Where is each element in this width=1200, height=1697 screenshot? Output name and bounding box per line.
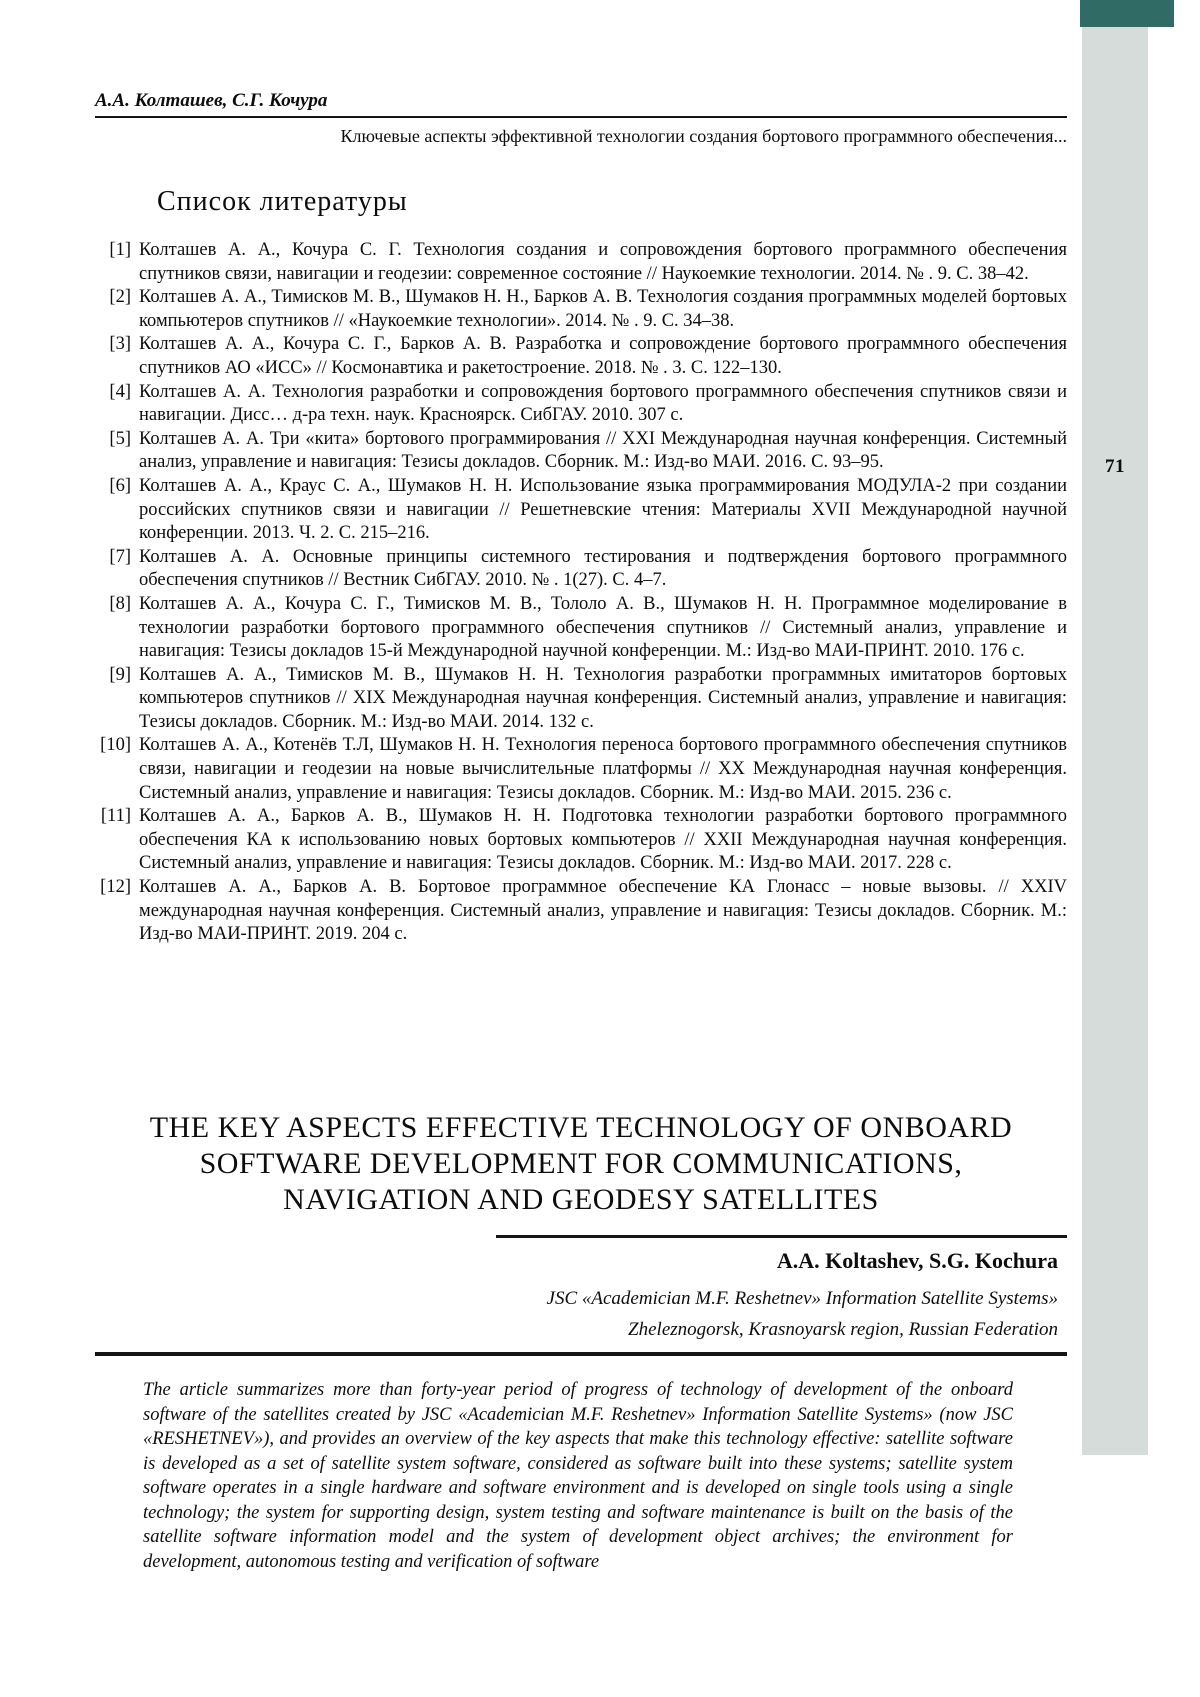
abstract-rule (95, 1352, 1067, 1356)
reference-number: [5] (109, 428, 131, 449)
reference-number: [4] (109, 381, 131, 402)
running-head-authors: А.А. Колташев, С.Г. Кочура (95, 90, 328, 111)
article-abstract: The article summarizes more than forty-year period of progress of technology of development of the onboard software of the satellites created by JSC «Academician M.F. Reshetnev» Information Satellite Systems» (now JSC «RESHETNEV»), and provides an overview of the key aspects that make this technology effective: satellite software is developed as a set of satellite system software, considered as software built into these systems; satellite system software operates in a single hardware and software environment and is developed on single tools using a single technology; the system for supporting design, system testing and software maintenance is built on the basis of the satellite software information model and the system of development object archives; the environment for development, autonomous testing and verification of software (143, 1380, 1013, 1572)
reference-text: Колташев А. А. Три «кита» бортового программирования // XXI Международная научная конференция. Системный анализ, управление и навигация: Тезисы докладов. Сборник. М.: Изд-во МАИ. 2016. С. 93–95. (139, 428, 1067, 473)
references-list (95, 239, 1067, 947)
header-rule (95, 116, 1067, 118)
reference-text: Колташев А. А., Барков А. В., Шумаков Н. Н. Подготовка технологии разработки бортового программного обеспечения КА к использованию новых бортовых компьютеров // XXII Международная научная конференция. Системный анализ, управление и навигация: Тезисы докладов. Сборник. М.: Изд-во МАИ. 2017. 228 с. (139, 806, 1067, 874)
reference-text: Колташев А. А., Тимисков М. В., Шумаков Н. Н., Барков А. В. Технология создания программных моделей бортовых компьютеров спутников // «Наукоемкие технологии». 2014. № . 9. С. 34–38. (139, 287, 1067, 331)
reference-text: Колташев А. А., Кочура С. Г., Барков А. В. Разработка и сопровождение бортового программного обеспечения спутников АО «ИСС» // Космонавтика и ракетостроение. 2018. № . 3. С. 122–130. (139, 334, 1067, 378)
article-title-line: NAVIGATION AND GEODESY SATELLITES (283, 1183, 879, 1216)
article-authors: A.A. Koltashev, S.G. Kochura (776, 1248, 1058, 1273)
reference-number: [12] (100, 877, 131, 898)
reference-item (95, 664, 1067, 735)
reference-number: [9] (109, 664, 131, 685)
reference-text: Колташев А. А., Краус С. А., Шумаков Н. Н. Использование языка программирования МОДУЛА-2 при создании российских спутников связи и навигации // Решетневские чтения: Материалы XVII Международной научной конференции. 2013. Ч. 2. С. 215–216. (139, 475, 1067, 544)
reference-item (95, 286, 1067, 333)
article-title-line: SOFTWARE DEVELOPMENT FOR COMMUNICATIONS, (199, 1147, 963, 1180)
reference-text: Колташев А. А. Основные принципы системного тестирования и подтверждения бортового программного обеспечения спутников // Вестник СибГАУ. 2010. № . 1(27). С. 4–7. (139, 546, 1067, 591)
reference-item (95, 475, 1067, 546)
page-edge-strip (1082, 0, 1148, 1455)
authors-rule (496, 1235, 1067, 1238)
reference-item (95, 876, 1067, 947)
reference-item (95, 428, 1067, 475)
running-head-title: Ключевые аспекты эффективной технологии создания бортового программного обеспечения... (340, 126, 1067, 146)
reference-number: [11] (100, 806, 131, 827)
reference-number: [2] (109, 287, 131, 308)
reference-item (95, 805, 1067, 876)
reference-item (95, 239, 1067, 286)
reference-number: [7] (109, 546, 131, 567)
reference-number: [8] (109, 593, 131, 614)
reference-text: Колташев А. А., Кочура С. Г. Технология создания и сопровождения бортового программного обеспечения спутников связи, навигации и геодезии: современное состояние // Наукоемкие технологии. 2014. № . 9. С. 38–42. (139, 240, 1067, 284)
page-number: 71 (1105, 456, 1125, 477)
reference-text: Колташев А. А., Котенёв Т.Л, Шумаков Н. Н. Технология переноса бортового программного обеспечения спутников связи, навигации и геодезии на новые вычислительные платформы // XX Международная научная конференция. Системный анализ, управление и навигация: Тезисы докладов. Сборник. М.: Изд-во МАИ. 2015. 236 с. (139, 735, 1067, 803)
reference-text: Колташев А. А., Барков А. В. Бортовое программное обеспечение КА Глонасс – новые вызовы. // XXIV международная научная конференция. Системный анализ, управление и навигация: Тезисы докладов. Сборник. М.: Изд-во МАИ-ПРИНТ. 2019. 204 с. (139, 877, 1067, 945)
reference-text: Колташев А. А., Тимисков М. В., Шумаков Н. Н. Технология разработки программных имитаторов бортовых компьютеров спутников // XIX Международная научная конференция. Системный анализ, управление и навигация: Тезисы докладов. Сборник. М.: Изд-во МАИ. 2014. 132 с. (139, 664, 1067, 732)
reference-item (95, 546, 1067, 593)
article-title-en (135, 1110, 1027, 1218)
reference-number: [10] (100, 735, 131, 756)
reference-text: Колташев А. А. Технология разработки и сопровождения бортового программного обеспечения спутников связи и навигации. Дисс… д-ра техн. наук. Красноярск. СибГАУ. 2010. 307 с. (139, 381, 1067, 426)
reference-number: [3] (109, 334, 131, 355)
article-title-line: THE KEY ASPECTS EFFECTIVE TECHNOLOGY OF ONBOARD (149, 1111, 1013, 1144)
references-heading: Список литературы (157, 186, 408, 217)
reference-item (95, 333, 1067, 380)
corner-accent-square (1080, 0, 1174, 27)
reference-item (95, 381, 1067, 428)
reference-item (95, 593, 1067, 664)
reference-number: [1] (109, 240, 131, 260)
reference-number: [6] (109, 475, 131, 496)
reference-item (95, 734, 1067, 805)
article-affiliation-location: Zheleznogorsk, Krasnoyarsk region, Russian Federation (628, 1319, 1058, 1340)
reference-text: Колташев А. А., Кочура С. Г., Тимисков М. В., Тололо А. В., Шумаков Н. Н. Программное моделирование в технологии разработки бортового программного обеспечения спутников // Системный анализ, управление и навигация: Тезисы докладов 15-й Международной научной конференции. М.: Изд-во МАИ-ПРИНТ. 2010. 176 с. (139, 593, 1067, 662)
article-affiliation: JSC «Academician M.F. Reshetnev» Information Satellite Systems» (546, 1288, 1058, 1309)
